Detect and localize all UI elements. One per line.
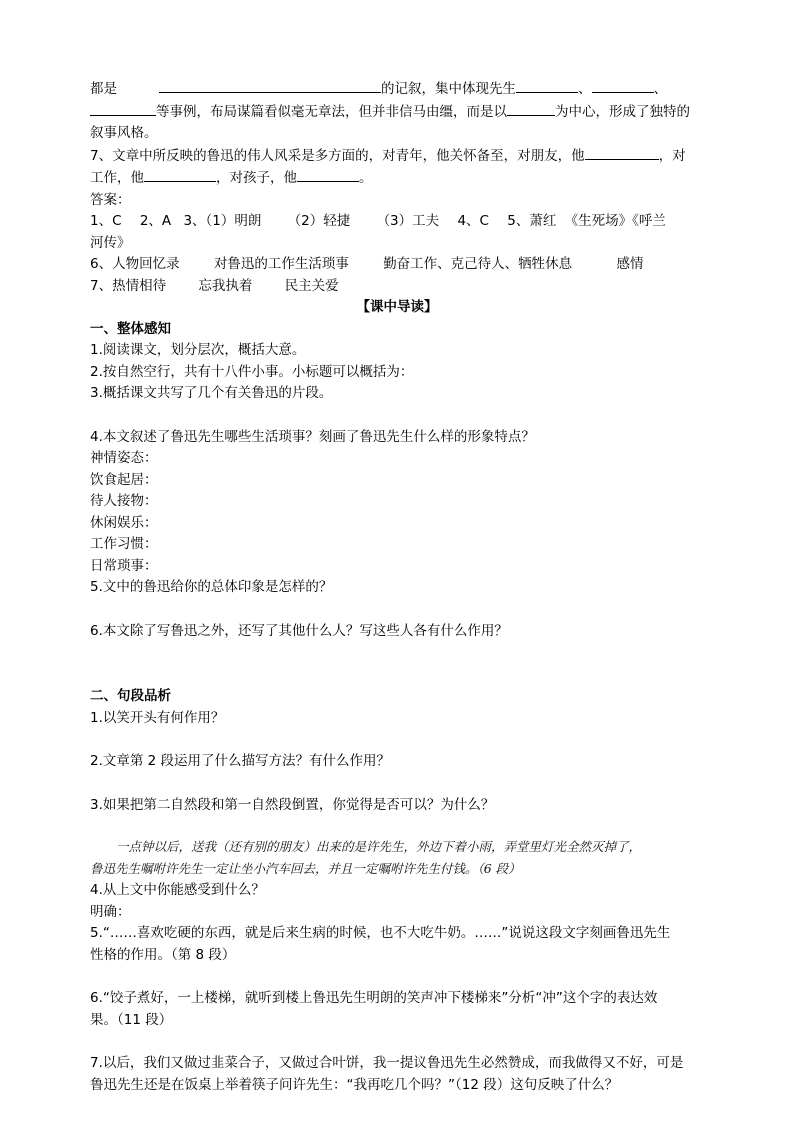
- intro-line-2: [90, 101, 704, 124]
- answer-blank[interactable]: [585, 145, 659, 160]
- text: 工作，他: [90, 170, 144, 186]
- text: 7、文章中所反映的鲁迅的伟人风采是多方面的，对青年，他关怀备至，对朋友，他: [90, 147, 585, 164]
- text: 、: [653, 81, 667, 97]
- answer-blank[interactable]: [159, 78, 381, 93]
- answer: 《生死场》《呼兰: [564, 213, 666, 229]
- answer: 3、（1）明朗: [183, 213, 262, 229]
- part-1-question-5: 5.文中的鲁迅给你的总体印象是怎样的？: [90, 579, 333, 595]
- part-2-heading: 二、句段品析: [90, 688, 171, 704]
- part-1-question-6: 6.本文除了写鲁迅之外，还写了其他什么人？写这些人各有什么作用？: [90, 622, 508, 639]
- answer: 民主关爱: [284, 277, 339, 294]
- answer-blank[interactable]: [592, 78, 654, 93]
- answer: 对鲁迅的工作生活琐事: [213, 256, 349, 272]
- answer: 6、人物回忆录: [90, 256, 180, 272]
- part-2-question-1: 1.以笑开头有何作用？: [90, 709, 225, 726]
- part-2-question-3: 3.如果把第二自然段和第一自然段倒置，你觉得是否可以？为什么？: [90, 796, 495, 813]
- trait-item: 日常琐事：: [90, 557, 158, 574]
- part-1-question-3: 3.概括课文共写了几个有关鲁迅的片段。: [90, 385, 333, 401]
- part-2-question-7-line-1: 7.以后，我们又做过韭菜合子，又做过合叶饼，我一提议鲁迅先生必然赞成，而我做得又不好，可是: [90, 1055, 684, 1071]
- answer: （2）轻捷: [287, 213, 351, 229]
- answer: 1、C: [90, 213, 122, 229]
- trait-item: 饮食起居：: [90, 471, 158, 488]
- text: 。: [359, 170, 373, 186]
- part-2-question-2: 2.文章第 2 段运用了什么描写方法？有什么作用？: [90, 753, 391, 769]
- answer: 5、萧红: [507, 213, 557, 229]
- answer: 4、C: [457, 213, 489, 229]
- text: 为中心，形成了独特的: [555, 103, 690, 120]
- answer: （3）工夫: [376, 213, 440, 229]
- text: 都是: [90, 81, 117, 97]
- text: ，对: [658, 147, 686, 164]
- answers-row-3: [90, 276, 704, 298]
- part-2-question-5-line-2: 性格的作用。（第 8 段）: [90, 946, 236, 963]
- document-page: [90, 78, 704, 1096]
- answers-row-2: [90, 254, 704, 276]
- part-2-question-7-line-2: 鲁迅先生还是在饭桌上举着筷子问许先生：“我再吃几个吗？”（12 段）这句反映了什么？: [90, 1076, 619, 1093]
- answers-label: 答案：: [90, 191, 131, 208]
- part-2-question-4: 4.从上文中你能感受到什么？: [90, 882, 265, 898]
- answer-blank[interactable]: [297, 167, 359, 182]
- part-1-heading: 一、整体感知: [90, 320, 171, 337]
- answer: 2、A: [139, 213, 172, 229]
- trait-item: 神情姿态：: [90, 450, 158, 466]
- mingque-label: 明确：: [90, 903, 131, 920]
- trait-item: 待人接物：: [90, 493, 158, 509]
- question-7-line-1: [90, 145, 704, 168]
- quote-line-1: 一点钟以后，送我（还有别的朋友）出来的是许先生，外边下着小雨，弄堂里灯光全然灭掉了，: [116, 839, 642, 854]
- intro-line-1: [90, 78, 704, 101]
- answer: 忘我执着: [198, 277, 253, 294]
- question-7-line-2: [90, 167, 704, 190]
- part-1-question-1: 1.阅读课文，划分层次，概括大意。: [90, 342, 306, 358]
- answer: 7、热情相待: [90, 277, 167, 294]
- answers-row-1: [90, 211, 704, 233]
- text: 、: [578, 81, 592, 97]
- answer-blank[interactable]: [507, 101, 555, 116]
- trait-item: 休闲娱乐：: [90, 514, 158, 531]
- quote-line-2: 鲁迅先生嘱咐许先生一定让坐小汽车回去，并且一定嘱咐许先生付钱。（6 段）: [90, 861, 521, 876]
- text: 等事例，布局谋篇看似毫无章法，但并非信马由缰，而是以: [156, 103, 507, 120]
- part-1-question-2: 2.按自然空行，共有十八件小事。小标题可以概括为：: [90, 363, 414, 380]
- answers-row-1-cont: 河传》: [90, 234, 131, 251]
- intro-line-3: 叙事风格。: [90, 125, 158, 141]
- trait-item: 工作习惯：: [90, 536, 158, 552]
- part-2-question-6-line-2: 果。（11 段）: [90, 1011, 173, 1028]
- part-2-question-5-line-1: 5.“……喜欢吃硬的东西，就是后来生病的时候，也不大吃牛奶。……”说说这段文字刻画鲁迅先生: [90, 925, 671, 941]
- part-2-question-6-line-1: 6.“饺子煮好，一上楼梯，就听到楼上鲁迅先生明朗的笑声冲下楼梯来”分析“冲”这个字的表达效: [90, 990, 658, 1006]
- answer-blank[interactable]: [90, 101, 156, 116]
- answer-blank[interactable]: [144, 167, 216, 182]
- answer-blank[interactable]: [516, 78, 578, 93]
- part-1-question-4: 4.本文叙述了鲁迅先生哪些生活琐事？刻画了鲁迅先生什么样的形象特点？: [90, 428, 535, 445]
- answer: 勤奋工作、克己待人、牺牲休息: [383, 256, 573, 272]
- answer: 感情: [616, 256, 644, 272]
- text: ，对孩子，他: [216, 170, 297, 186]
- section-title: 【课中导读】: [356, 299, 438, 315]
- text: 的记叙，集中体现先生: [381, 81, 516, 97]
